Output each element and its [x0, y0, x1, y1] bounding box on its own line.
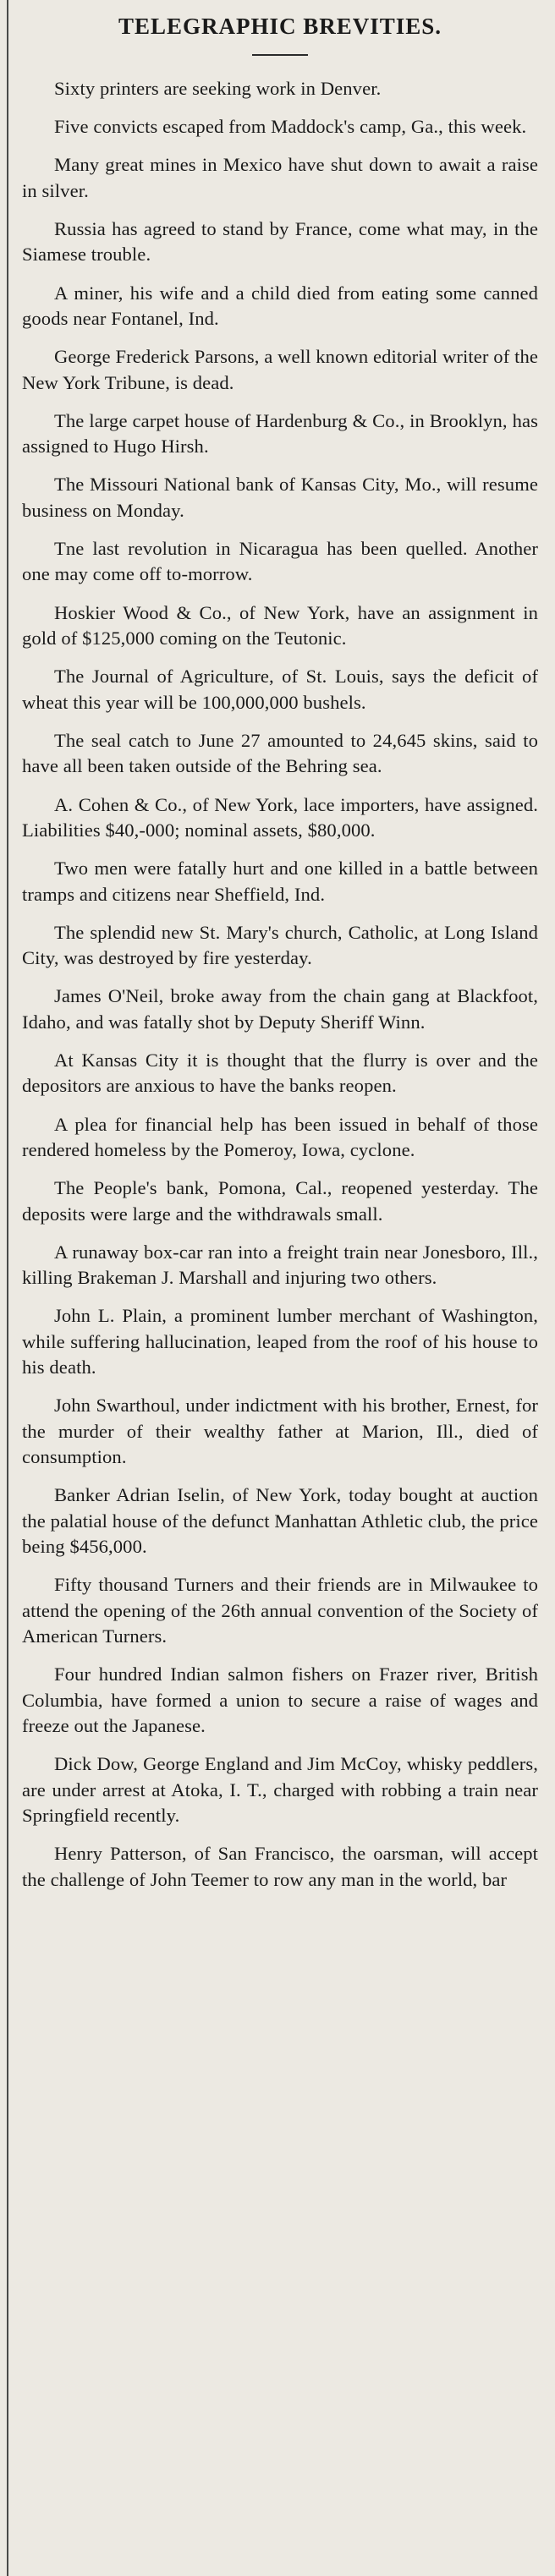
news-item: Russia has agreed to stand by France, come what may, in the Siamese trouble. [22, 218, 538, 266]
news-item: A miner, his wife and a child died from eating some canned goods near Fontanel, Ind. [22, 282, 538, 330]
news-item: Hoskier Wood & Co., of New York, have an assignment in gold of $125,000 coming on the Teutonic. [22, 601, 538, 649]
news-item: Henry Patterson, of San Francisco, the oarsman, will accept the challenge of John Teemer to row any man in the world, bar [22, 1843, 538, 1890]
news-items [22, 76, 538, 1893]
news-item: At Kansas City it is thought that the flurry is over and the depositors are anxious to have the banks reopen. [22, 1049, 538, 1097]
news-item: Many great mines in Mexico have shut down to await a raise in silver. [22, 154, 538, 201]
news-item: Fifty thousand Turners and their friends are in Milwaukee to attend the opening of the 26th annual convention of the Society of American Turners. [22, 1574, 538, 1647]
news-item: The seal catch to June 27 amounted to 24,645 skins, said to have all been taken outside of the Behring sea. [22, 729, 538, 777]
news-item: Banker Adrian Iselin, of New York, today bought at auction the palatial house of the defunct Manhattan Athletic club, the price being $456,000. [22, 1484, 538, 1558]
headline-divider [252, 54, 308, 56]
news-item: Sixty printers are seeking work in Denver. [54, 78, 382, 99]
news-item: John Swarthoul, under indictment with his brother, Ernest, for the murder of their wealthy father at Marion, Ill., died of consumption. [22, 1395, 538, 1468]
news-item: Tne last revolution in Nicaragua has been quelled. Another one may come off to-morrow. [22, 538, 538, 585]
news-item: A. Cohen & Co., of New York, lace importers, have assigned. Liabilities $40,-000; nominal assets, $80,000. [22, 793, 538, 841]
news-item: The Missouri National bank of Kansas City, Mo., will resume business on Monday. [22, 474, 538, 521]
news-item: The splendid new St. Mary's church, Catholic, at Long Island City, was destroyed by fire yesterday. [22, 921, 538, 969]
news-item: A plea for financial help has been issued in behalf of those rendered homeless by the Pomeroy, Iowa, cyclone. [22, 1113, 538, 1160]
article-headline: TELEGRAPHIC BREVITIES. [118, 14, 442, 39]
news-item: Two men were fatally hurt and one killed in a battle between tramps and citizens near Sheffield, Ind. [22, 858, 538, 905]
news-item: The large carpet house of Hardenburg & Co., in Brooklyn, has assigned to Hugo Hirsh. [22, 409, 538, 458]
news-item: Dick Dow, George England and Jim McCoy, whisky peddlers, are under arrest at Atoka, I. T., charged with robbing a train near Springfield recently. [22, 1753, 538, 1827]
news-item: John L. Plain, a prominent lumber merchant of Washington, while suffering hallucination, leaped from the roof of his house to his death. [22, 1305, 538, 1378]
news-item: Five convicts escaped from Maddock's camp, Ga., this week. [54, 116, 527, 138]
news-item: The Journal of Agriculture, of St. Louis, says the deficit of wheat this year will be 100,000,000 bushels. [22, 666, 538, 713]
news-item: The People's bank, Pomona, Cal., reopened yesterday. The deposits were large and the withdrawals small. [22, 1177, 538, 1225]
column-rule [7, 0, 8, 2576]
news-item: James O'Neil, broke away from the chain gang at Blackfoot, Idaho, and was fatally shot by Deputy Sheriff Winn. [22, 985, 538, 1033]
news-item: Four hundred Indian salmon fishers on Frazer river, British Columbia, have formed a union to secure a raise of wages and freeze out the Japanese. [22, 1663, 538, 1737]
news-item: A runaway box-car ran into a freight train near Jonesboro, Ill., killing Brakeman J. Marshall and injuring two others. [22, 1241, 538, 1289]
news-item: George Frederick Parsons, a well known editorial writer of the New York Tribune, is dead. [22, 346, 538, 393]
